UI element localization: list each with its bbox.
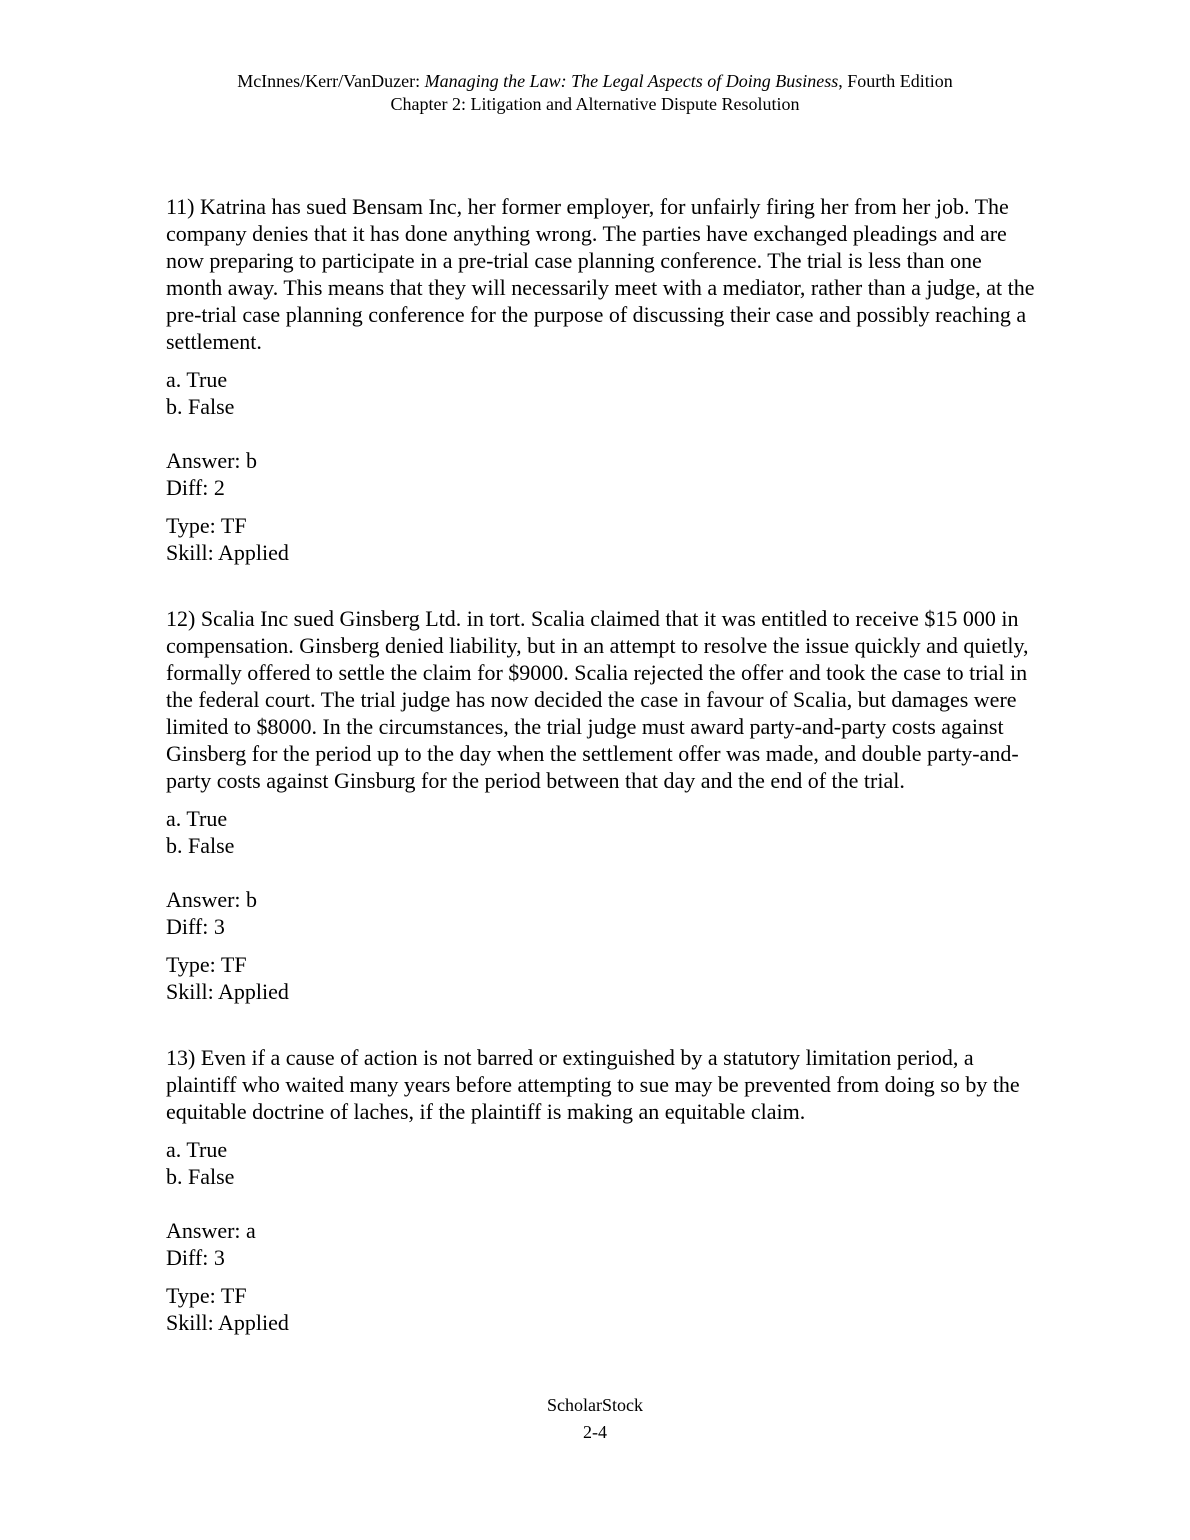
option-true: a. True: [166, 806, 228, 831]
answer-options: [166, 805, 1036, 859]
option-false: b. False: [166, 833, 235, 858]
answer-options: [166, 1136, 1036, 1190]
type-value: Type: TF: [166, 513, 247, 538]
option-false: b. False: [166, 1164, 235, 1189]
skill-value: Skill: Applied: [166, 540, 289, 565]
page-header: [0, 70, 1190, 116]
question-12: [166, 605, 1036, 1005]
question-text: 13) Even if a cause of action is not barred or extinguished by a statutory limitation period, a plaintiff who waited many years before attempting to sue may be prevented from doing so by the equitable doctrine of laches, if the plaintiff is making an equitable claim.: [166, 1045, 1020, 1124]
answer-options: [166, 366, 1036, 420]
questions-list: [166, 193, 1036, 1375]
skill-value: Skill: Applied: [166, 1310, 289, 1335]
question-13: [166, 1044, 1036, 1336]
difficulty-value: Diff: 2: [166, 475, 225, 500]
answer-key: [166, 886, 1036, 940]
difficulty-value: Diff: 3: [166, 1245, 225, 1270]
question-text: 12) Scalia Inc sued Ginsberg Ltd. in tort. Scalia claimed that it was entitled to receive $15 000 in compensation. Ginsberg denied liability, but in an attempt to resolve the issue quickly and quietly, formally offered to settle the claim for $9000. Scalia rejected the offer and took the case to trial in the federal court. The trial judge has now decided the case in favour of Scalia, but damages were limited to $8000. In the circumstances, the trial judge must award party-and-party costs against Ginsberg for the period up to the day when the settlement offer was made, and double party-and-party costs against Ginsburg for the period between that day and the end of the trial.: [166, 606, 1029, 793]
question-text: 11) Katrina has sued Bensam Inc, her former employer, for unfairly firing her from her job. The company denies that it has done anything wrong. The parties have exchanged pleadings and are now preparing to participate in a pre-trial case planning conference. The trial is less than one month away. This means that they will necessarily meet with a mediator, rather than a judge, at the pre-trial case planning conference for the purpose of discussing their case and possibly reaching a settlement.: [166, 194, 1035, 354]
skill-value: Skill: Applied: [166, 979, 289, 1004]
question-11: [166, 193, 1036, 566]
answer-key: [166, 447, 1036, 501]
question-meta: [166, 512, 1036, 566]
answer-key: [166, 1217, 1036, 1271]
option-false: b. False: [166, 394, 235, 419]
answer-value: Answer: b: [166, 887, 258, 912]
header-chapter: Chapter 2: Litigation and Alternative Dispute Resolution: [390, 94, 800, 114]
header-citation: [0, 70, 1190, 93]
question-meta: [166, 951, 1036, 1005]
option-true: a. True: [166, 1137, 228, 1162]
type-value: Type: TF: [166, 1283, 247, 1308]
page-number: 2-4: [583, 1422, 607, 1442]
answer-value: Answer: b: [166, 448, 258, 473]
footer-source: ScholarStock: [547, 1395, 643, 1415]
header-authors: McInnes/Kerr/VanDuzer:: [237, 71, 425, 91]
header-edition: , Fourth Edition: [838, 71, 953, 91]
question-meta: [166, 1282, 1036, 1336]
answer-value: Answer: a: [166, 1218, 256, 1243]
option-true: a. True: [166, 367, 228, 392]
type-value: Type: TF: [166, 952, 247, 977]
difficulty-value: Diff: 3: [166, 914, 225, 939]
header-book-title: Managing the Law: The Legal Aspects of Doing Business: [424, 71, 839, 91]
